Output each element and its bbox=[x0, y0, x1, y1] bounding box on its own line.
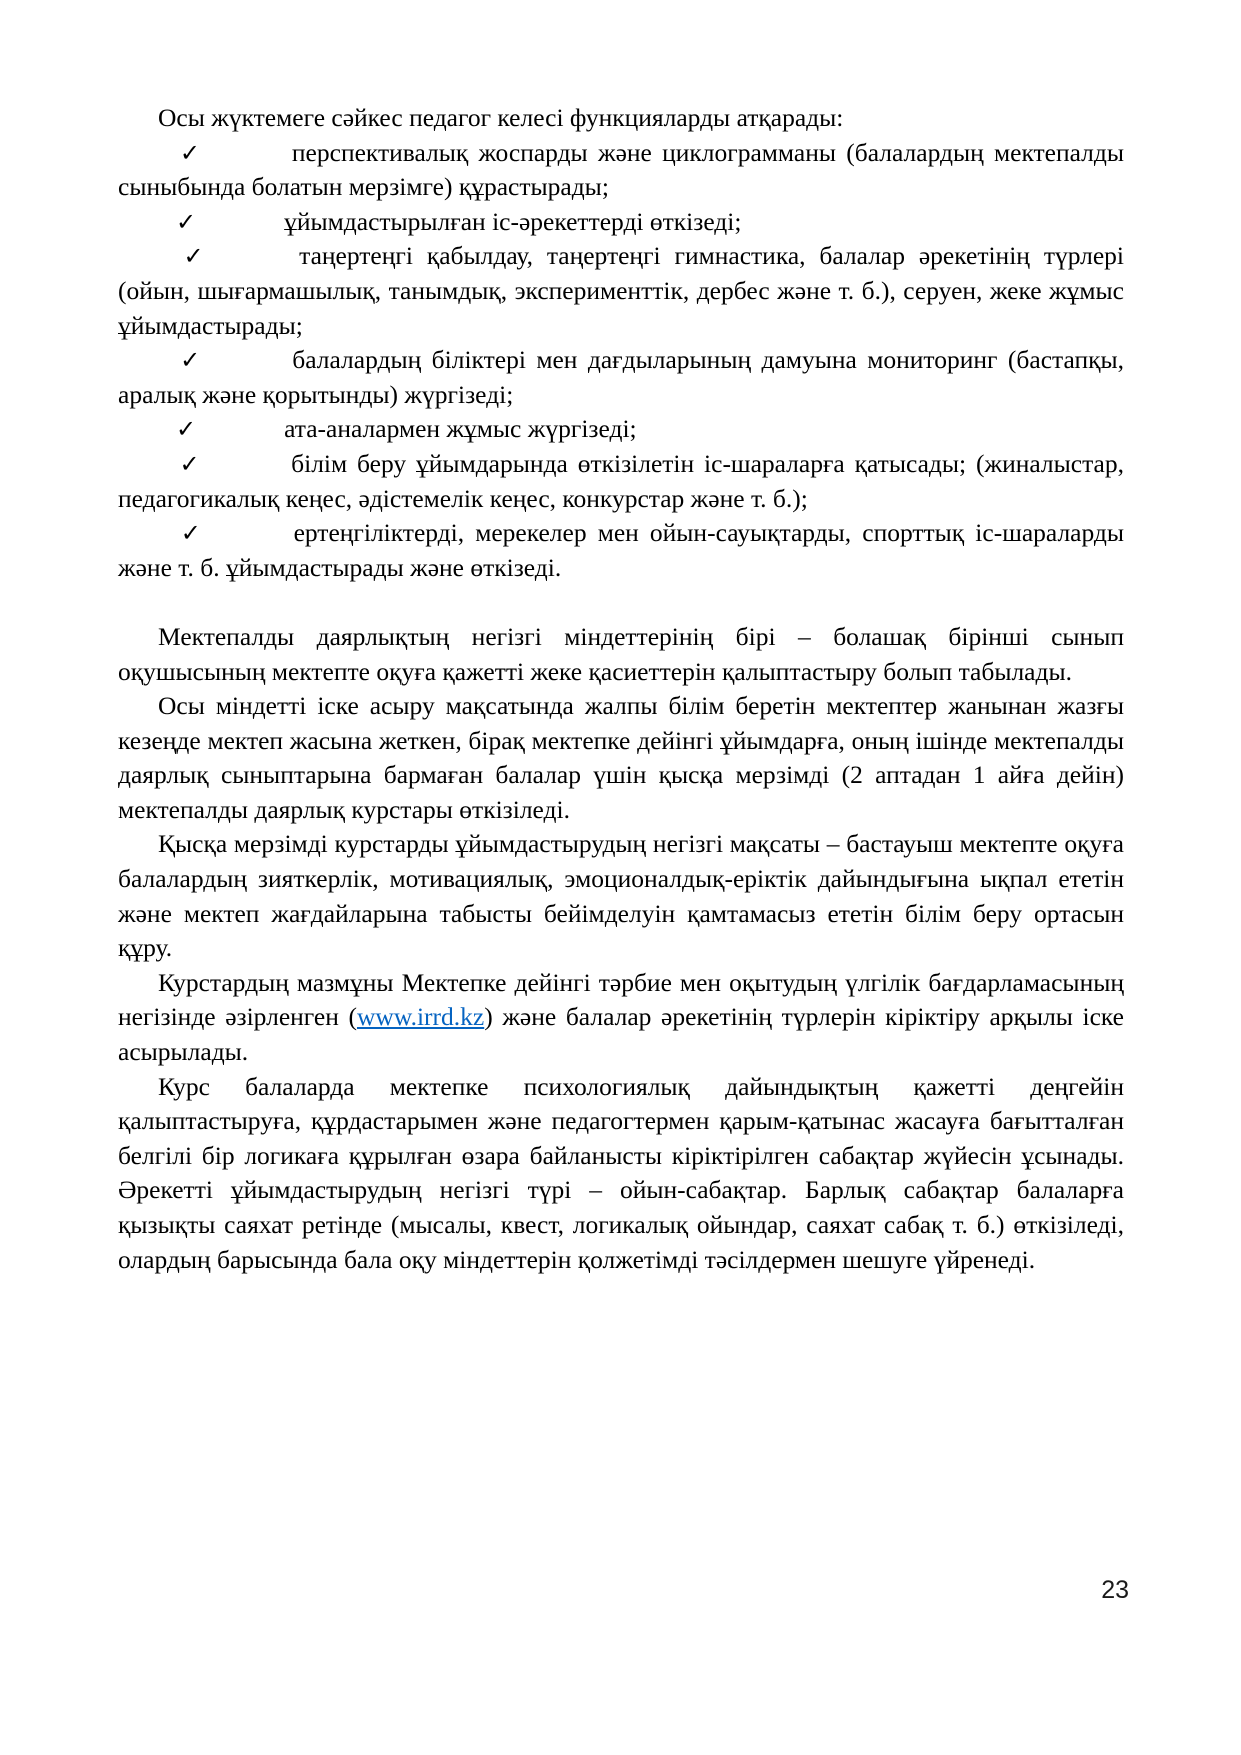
bullet-item bbox=[118, 343, 1124, 412]
intro-paragraph bbox=[118, 101, 1124, 136]
paragraph-text-after-link: ) және балалар әрекетінің түрлерін кіріктіру арқылы іске асырылады. bbox=[118, 1002, 1125, 1067]
paragraph-course-goal bbox=[118, 827, 1124, 965]
bullet-text: білім беру ұйымдарында өткізілетін іс-шараларға қатысады; (жиналыстар, педагогикалық кеңес, әдістемелік кеңес, конкурстар және т. б.); bbox=[118, 448, 1125, 513]
bullet-item bbox=[118, 412, 1124, 447]
paragraph-course-description bbox=[118, 1070, 1124, 1278]
paragraph-tasks bbox=[118, 620, 1124, 689]
checkmark-icon: ✓ bbox=[176, 207, 197, 236]
paragraph-text: Мектепалды даярлықтың негізгі міндеттерінің бірі – болашақ бірінші сынып оқушысының мектепте оқуға қажетті жеке қасиеттерін қалыптастыру болып табылады. bbox=[118, 621, 1124, 686]
paragraph-summer-courses bbox=[118, 689, 1124, 827]
checkmark-icon: ✓ bbox=[176, 449, 204, 478]
paragraph-text: Қысқа мерзімді курстарды ұйымдастырудың негізгі мақсаты – бастауыш мектепте оқуға балалардың зияткерлік, мотивациялық, эмоционалдық-еріктік дайындығына ықпал ететін және мектеп жағдайларына табысты бейімделуін қамтамасыз ететін білім беру ортасын құру. bbox=[118, 829, 1124, 963]
paragraph-course-content bbox=[118, 966, 1124, 1070]
bullet-item bbox=[118, 136, 1124, 205]
checkmark-icon: ✓ bbox=[176, 415, 197, 444]
checkmark-icon: ✓ bbox=[176, 519, 206, 548]
paragraph-text: Осы міндетті іске асыру мақсатында жалпы білім беретін мектептер жанынан жазғы кезеңде мектеп жасына жеткен, бірақ мектепке дейінгі ұйымдарға, оның ішінде мектепалды даярлық сыныптарына бармаған балалар үшін қысқа мерзімді (2 аптадан 1 айға дейін) мектепалды даярлық курстары өткізіледі. bbox=[118, 691, 1124, 824]
bullet-item bbox=[118, 239, 1124, 343]
paragraph-text-before-link: Курстардың мазмұны Мектепке дейінгі тәрбие мен оқытудың үлгілік бағдарламасының негізінде әзірленген ( bbox=[118, 967, 1124, 1032]
bullet-text: ата-аналармен жұмыс жүргізеді; bbox=[284, 414, 637, 444]
page-number: 23 bbox=[1101, 1576, 1129, 1604]
bullet-text: перспективалық жоспарды және циклограмманы (балалардың мектепалды сыныбында болатын мерзімге) құрастырады; bbox=[118, 137, 1125, 202]
checkmark-icon: ✓ bbox=[176, 346, 205, 375]
bullet-text: таңертеңгі қабылдау, таңертеңгі гимнастика, балалар әрекетінің түрлері (ойын, шығармашылық, танымдық, эксперименттік, дербес және т. б.), серуен, жеке жұмыс ұйымдастырады; bbox=[118, 241, 1125, 340]
paragraph-text: Курс балаларда мектепке психологиялық дайындықтың қажетті деңгейін қалыптастыруға, құрдастарымен және педагогтермен қарым-қатынас жасауға бағытталған белгілі бір логикаға құрылған өзара байланысты кіріктірілген сабақтар жүйесін ұсынады. Әрекетті ұйымдастырудың негізгі түрі – ойын-сабақтар. Барлық сабақтар балаларға қызықты саяхат ретінде (мысалы, квест, логикалық ойындар, саяхат сабақ т. б.) өткізіледі, олардың барысында бала оқу міндеттерін қолжетімді тәсілдермен шешуге үйренеді. bbox=[118, 1071, 1124, 1274]
bullet-text: ертеңгіліктерді, мерекелер мен ойын-сауықтарды, спорттық іс-шараларды және т. б. ұйымдастырады және өткізеді. bbox=[118, 518, 1125, 582]
bullet-item bbox=[118, 516, 1124, 585]
checkmark-icon: ✓ bbox=[176, 138, 204, 167]
text-block bbox=[118, 101, 1124, 1277]
bullet-item bbox=[118, 205, 1124, 240]
bullet-text: балалардың біліктері мен дағдыларының дамуына мониторинг (бастапқы, аралық және қорытынды) жүргізеді; bbox=[118, 345, 1125, 409]
irrd-link[interactable]: www.irrd.kz bbox=[356, 1002, 485, 1032]
checkmark-icon: ✓ bbox=[176, 242, 212, 271]
bullet-text: ұйымдастырылған іс-әрекеттерді өткізеді; bbox=[284, 206, 742, 236]
intro-text: Осы жүктемеге сәйкес педагог келесі функцияларды атқарады: bbox=[158, 103, 844, 132]
bullet-item bbox=[118, 447, 1124, 516]
